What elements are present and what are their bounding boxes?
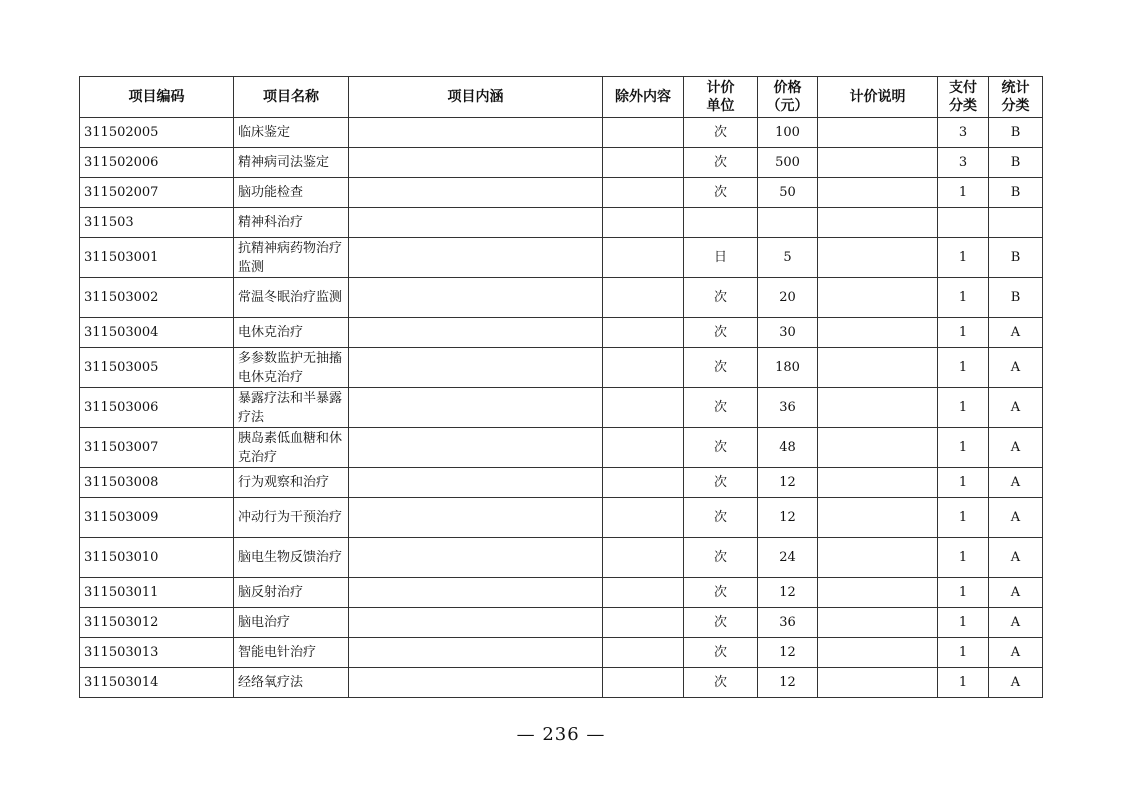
table-row <box>80 608 1043 638</box>
cell-excluded <box>603 498 684 538</box>
cell-excluded <box>603 668 684 698</box>
cell-excluded <box>603 278 684 318</box>
cell-pay: 1 <box>938 668 989 698</box>
cell-unit: 次 <box>684 638 758 668</box>
cell-price: 5 <box>758 238 818 278</box>
cell-unit: 次 <box>684 578 758 608</box>
cell-unit <box>684 208 758 238</box>
cell-code: 311502005 <box>80 118 234 148</box>
cell-content <box>349 608 603 638</box>
cell-name: 胰岛素低血糖和休克治疗 <box>234 428 349 468</box>
cell-price: 12 <box>758 578 818 608</box>
cell-price: 50 <box>758 178 818 208</box>
cell-note <box>818 318 938 348</box>
cell-unit: 次 <box>684 148 758 178</box>
cell-price: 12 <box>758 468 818 498</box>
cell-code: 311503001 <box>80 238 234 278</box>
cell-note <box>818 118 938 148</box>
table-row <box>80 468 1043 498</box>
cell-pay: 1 <box>938 638 989 668</box>
cell-pay: 3 <box>938 118 989 148</box>
header-code: 项目编码 <box>80 77 234 118</box>
cell-name: 精神病司法鉴定 <box>234 148 349 178</box>
table-row <box>80 578 1043 608</box>
cell-content <box>349 468 603 498</box>
cell-name: 智能电针治疗 <box>234 638 349 668</box>
cell-price: 180 <box>758 348 818 388</box>
header-price-line1: 价格 <box>773 80 802 96</box>
cell-unit: 次 <box>684 178 758 208</box>
cell-content <box>349 238 603 278</box>
cell-name: 精神科治疗 <box>234 208 349 238</box>
cell-price: 36 <box>758 388 818 428</box>
cell-name: 冲动行为干预治疗 <box>234 498 349 538</box>
cell-code: 311503004 <box>80 318 234 348</box>
cell-stat: A <box>989 608 1043 638</box>
cell-name: 脑功能检查 <box>234 178 349 208</box>
cell-name: 临床鉴定 <box>234 118 349 148</box>
cell-code: 311503010 <box>80 538 234 578</box>
cell-pay: 1 <box>938 318 989 348</box>
cell-stat: A <box>989 348 1043 388</box>
cell-content <box>349 178 603 208</box>
cell-code: 311502007 <box>80 178 234 208</box>
cell-note <box>818 468 938 498</box>
cell-name: 暴露疗法和半暴露疗法 <box>234 388 349 428</box>
cell-stat: B <box>989 278 1043 318</box>
cell-name: 抗精神病药物治疗监测 <box>234 238 349 278</box>
cell-note <box>818 428 938 468</box>
cell-code: 311503005 <box>80 348 234 388</box>
cell-code: 311502006 <box>80 148 234 178</box>
cell-price: 48 <box>758 428 818 468</box>
cell-pay: 1 <box>938 178 989 208</box>
cell-content <box>349 578 603 608</box>
table-row <box>80 278 1043 318</box>
cell-note <box>818 538 938 578</box>
cell-name: 脑电生物反馈治疗 <box>234 538 349 578</box>
cell-price: 12 <box>758 638 818 668</box>
cell-content <box>349 318 603 348</box>
cell-code: 311503007 <box>80 428 234 468</box>
table-row <box>80 668 1043 698</box>
cell-excluded <box>603 148 684 178</box>
cell-price: 30 <box>758 318 818 348</box>
cell-content <box>349 498 603 538</box>
header-price <box>758 77 818 118</box>
cell-code: 311503008 <box>80 468 234 498</box>
header-stat-line2: 分类 <box>1001 98 1030 114</box>
cell-excluded <box>603 638 684 668</box>
cell-stat: A <box>989 388 1043 428</box>
header-pay <box>938 77 989 118</box>
cell-excluded <box>603 578 684 608</box>
table-row <box>80 388 1043 428</box>
cell-excluded <box>603 238 684 278</box>
cell-excluded <box>603 608 684 638</box>
cell-code: 311503011 <box>80 578 234 608</box>
cell-price: 12 <box>758 668 818 698</box>
cell-note <box>818 278 938 318</box>
table-row <box>80 148 1043 178</box>
cell-code: 311503 <box>80 208 234 238</box>
cell-content <box>349 668 603 698</box>
cell-note <box>818 238 938 278</box>
cell-unit: 日 <box>684 238 758 278</box>
cell-price: 500 <box>758 148 818 178</box>
header-unit-line1: 计价 <box>706 80 735 96</box>
cell-excluded <box>603 118 684 148</box>
table-row <box>80 118 1043 148</box>
cell-note <box>818 178 938 208</box>
cell-pay: 1 <box>938 538 989 578</box>
cell-note <box>818 668 938 698</box>
cell-price: 100 <box>758 118 818 148</box>
cell-price: 36 <box>758 608 818 638</box>
cell-content <box>349 348 603 388</box>
cell-code: 311503002 <box>80 278 234 318</box>
cell-pay: 1 <box>938 278 989 318</box>
cell-stat <box>989 208 1043 238</box>
cell-pay: 1 <box>938 578 989 608</box>
cell-price: 24 <box>758 538 818 578</box>
cell-pay: 3 <box>938 148 989 178</box>
header-unit <box>684 77 758 118</box>
header-name: 项目名称 <box>234 77 349 118</box>
cell-unit: 次 <box>684 538 758 578</box>
cell-stat: A <box>989 498 1043 538</box>
header-stat <box>989 77 1043 118</box>
cell-stat: B <box>989 238 1043 278</box>
cell-pay: 1 <box>938 238 989 278</box>
cell-stat: B <box>989 148 1043 178</box>
cell-name: 脑电治疗 <box>234 608 349 638</box>
cell-stat: A <box>989 578 1043 608</box>
table-row <box>80 208 1043 238</box>
cell-price <box>758 208 818 238</box>
cell-pay: 1 <box>938 498 989 538</box>
table-row <box>80 318 1043 348</box>
header-row <box>80 77 1043 118</box>
cell-name: 电休克治疗 <box>234 318 349 348</box>
cell-stat: B <box>989 178 1043 208</box>
cell-name: 脑反射治疗 <box>234 578 349 608</box>
table-row <box>80 428 1043 468</box>
cell-content <box>349 428 603 468</box>
page-number: — 236 — <box>516 724 606 745</box>
price-table <box>79 76 1043 698</box>
cell-note <box>818 208 938 238</box>
cell-code: 311503006 <box>80 388 234 428</box>
table-row <box>80 348 1043 388</box>
cell-note <box>818 388 938 428</box>
header-pay-line1: 支付 <box>949 80 977 96</box>
table-row <box>80 498 1043 538</box>
cell-unit: 次 <box>684 348 758 388</box>
header-unit-line2: 单位 <box>706 98 735 114</box>
header-pricing-note: 计价说明 <box>818 77 938 118</box>
cell-note <box>818 348 938 388</box>
cell-code: 311503014 <box>80 668 234 698</box>
cell-note <box>818 498 938 538</box>
cell-pay: 1 <box>938 388 989 428</box>
table-row <box>80 238 1043 278</box>
cell-excluded <box>603 388 684 428</box>
cell-excluded <box>603 348 684 388</box>
cell-content <box>349 148 603 178</box>
table-row <box>80 538 1043 578</box>
cell-unit: 次 <box>684 278 758 318</box>
cell-unit: 次 <box>684 668 758 698</box>
cell-name: 常温冬眠治疗监测 <box>234 278 349 318</box>
cell-code: 311503013 <box>80 638 234 668</box>
header-content: 项目内涵 <box>349 77 603 118</box>
cell-pay: 1 <box>938 428 989 468</box>
cell-code: 311503009 <box>80 498 234 538</box>
cell-note <box>818 148 938 178</box>
cell-note <box>818 638 938 668</box>
cell-excluded <box>603 318 684 348</box>
cell-pay <box>938 208 989 238</box>
cell-content <box>349 278 603 318</box>
cell-pay: 1 <box>938 608 989 638</box>
cell-stat: A <box>989 638 1043 668</box>
cell-name: 行为观察和治疗 <box>234 468 349 498</box>
cell-stat: A <box>989 668 1043 698</box>
cell-content <box>349 538 603 578</box>
cell-excluded <box>603 208 684 238</box>
cell-stat: A <box>989 538 1043 578</box>
cell-content <box>349 118 603 148</box>
table-row <box>80 638 1043 668</box>
table-row <box>80 178 1043 208</box>
cell-excluded <box>603 468 684 498</box>
cell-note <box>818 608 938 638</box>
cell-excluded <box>603 428 684 468</box>
header-pay-line2: 分类 <box>949 98 977 114</box>
cell-unit: 次 <box>684 318 758 348</box>
cell-price: 20 <box>758 278 818 318</box>
cell-unit: 次 <box>684 118 758 148</box>
cell-stat: A <box>989 428 1043 468</box>
cell-pay: 1 <box>938 468 989 498</box>
table-body <box>80 118 1043 698</box>
header-excluded: 除外内容 <box>603 77 684 118</box>
header-stat-line1: 统计 <box>1001 80 1030 96</box>
cell-unit: 次 <box>684 608 758 638</box>
cell-code: 311503012 <box>80 608 234 638</box>
cell-stat: A <box>989 318 1043 348</box>
cell-stat: B <box>989 118 1043 148</box>
cell-unit: 次 <box>684 428 758 468</box>
cell-unit: 次 <box>684 388 758 428</box>
cell-content <box>349 388 603 428</box>
cell-name: 经络氧疗法 <box>234 668 349 698</box>
cell-pay: 1 <box>938 348 989 388</box>
cell-stat: A <box>989 468 1043 498</box>
cell-excluded <box>603 178 684 208</box>
cell-note <box>818 578 938 608</box>
cell-price: 12 <box>758 498 818 538</box>
cell-excluded <box>603 538 684 578</box>
cell-content <box>349 638 603 668</box>
cell-name: 多参数监护无抽搐电休克治疗 <box>234 348 349 388</box>
cell-unit: 次 <box>684 498 758 538</box>
header-price-line2: （元） <box>766 98 809 114</box>
cell-content <box>349 208 603 238</box>
cell-unit: 次 <box>684 468 758 498</box>
